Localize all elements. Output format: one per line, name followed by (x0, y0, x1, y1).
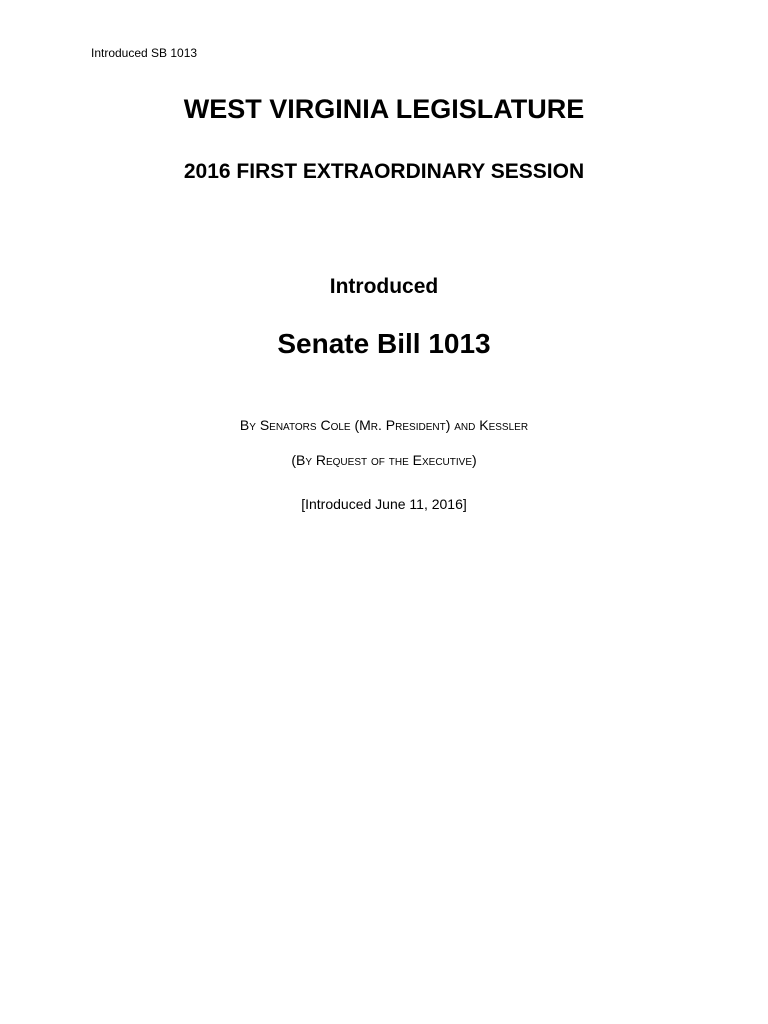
bill-sponsors: By Senators Cole (Mr. President) and Kessler (239, 417, 529, 433)
bill-title: Senate Bill 1013 (277, 328, 491, 359)
legislature-title: WEST VIRGINIA LEGISLATURE (183, 94, 585, 124)
request-note: (By Request of the Executive) (291, 452, 477, 468)
bill-status: Introduced (329, 275, 439, 298)
session-title: 2016 FIRST EXTRAORDINARY SESSION (183, 160, 585, 183)
introduced-date: [Introduced June 11, 2016] (301, 496, 467, 512)
running-header: Introduced SB 1013 (91, 46, 198, 60)
